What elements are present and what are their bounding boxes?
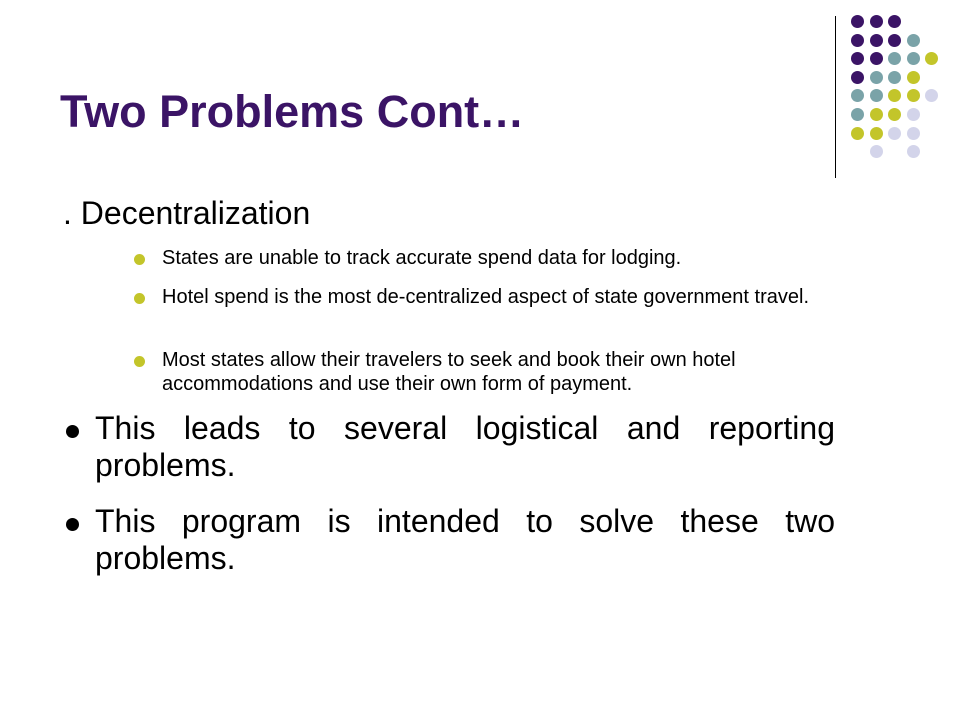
slide-title: Two Problems Cont… [60, 86, 525, 137]
decorative-dot-icon [925, 52, 938, 65]
decorative-dot-icon [851, 52, 864, 65]
bullet-dot-icon [66, 425, 79, 438]
decorative-dot-icon [888, 52, 901, 65]
bullet-dot-icon [134, 293, 145, 304]
decorative-dot-icon [925, 89, 938, 102]
decorative-dot-icon [870, 127, 883, 140]
decorative-dot-icon [888, 127, 901, 140]
decorative-dot-icon [851, 108, 864, 121]
decorative-dot-icon [907, 34, 920, 47]
decorative-dot-icon [870, 34, 883, 47]
decorative-dot-icon [851, 15, 864, 28]
decorative-dot-icon [870, 15, 883, 28]
decorative-dot-icon [851, 127, 864, 140]
sub-bullet-text: Most states allow their travelers to seek and book their own hotel accommodations and use their own form of payment. [162, 349, 736, 395]
bullet-dot-icon [66, 518, 79, 531]
decorative-dot-icon [870, 71, 883, 84]
sub-bullet-text: Hotel spend is the most de-centralized aspect of state government travel. [162, 286, 810, 308]
decorative-dot-icon [907, 127, 920, 140]
bullet-dot-icon [134, 254, 145, 265]
section-heading: . Decentralization [63, 195, 311, 231]
decorative-dot-icon [907, 89, 920, 102]
main-bullet-text: This program is intended to solve these two problems. [95, 503, 835, 576]
decorative-dot-icon [888, 89, 901, 102]
decorative-dot-icon [888, 71, 901, 84]
decorative-dot-icon [851, 34, 864, 47]
decorative-dot-icon [907, 71, 920, 84]
decorative-dot-icon [907, 52, 920, 65]
decorative-dot-icon [888, 15, 901, 28]
main-bullet-text: This leads to several logistical and reporting problems. [95, 410, 835, 483]
decorative-dot-icon [907, 145, 920, 158]
decorative-dot-icon [851, 89, 864, 102]
decorative-dot-icon [870, 108, 883, 121]
decorative-dot-icon [888, 34, 901, 47]
decorative-dot-icon [907, 108, 920, 121]
bullet-dot-icon [134, 356, 145, 367]
vertical-divider [835, 16, 836, 178]
decorative-dot-icon [870, 52, 883, 65]
decorative-dot-icon [851, 71, 864, 84]
decorative-dot-icon [870, 145, 883, 158]
decorative-dot-icon [870, 89, 883, 102]
decorative-dot-icon [888, 108, 901, 121]
sub-bullet-text: States are unable to track accurate spend data for lodging. [162, 247, 682, 269]
